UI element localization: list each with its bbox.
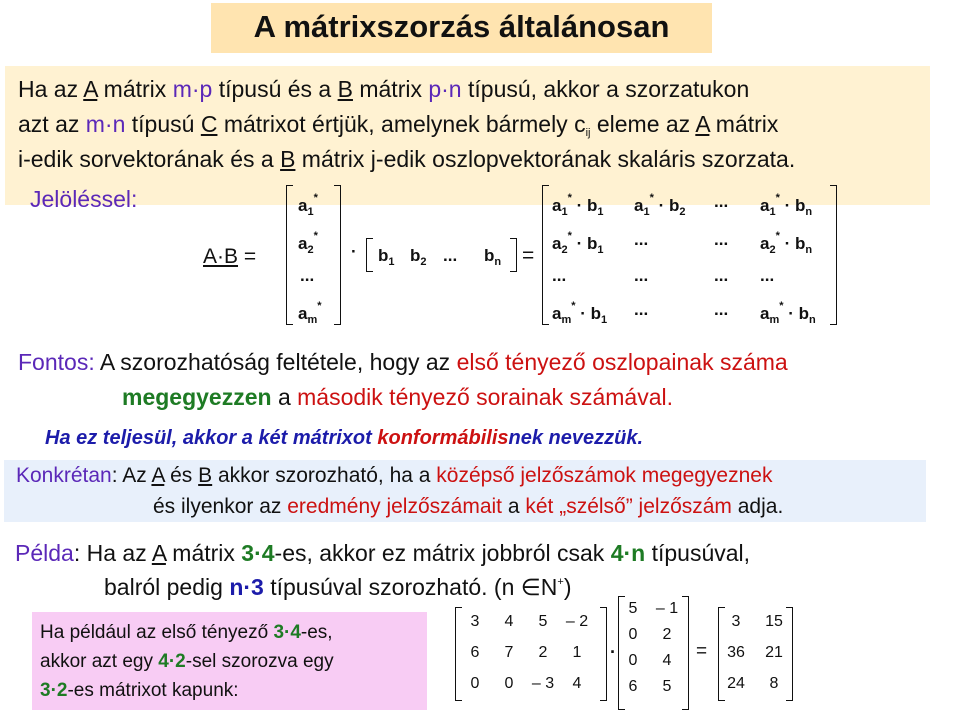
- matrix-b-cell-1-1: 5: [628, 600, 638, 617]
- result-cell-4-4: $a_m^* \cdot b_n$: [760, 300, 816, 326]
- title-box: [211, 3, 712, 53]
- matrix-c-cell-1-1: 3: [731, 613, 741, 630]
- result-cell-1-4: $a_1^* \cdot b_n$: [760, 192, 813, 218]
- example-line-2: akkor azt egy 4·2-sel szorozva egy: [40, 651, 334, 672]
- result-cell-1-3: ...: [714, 192, 729, 211]
- konkretan-line-1: Konkrétan: Az A és B akkor szorozható, ha a középső jelzőszámok megegyeznek: [16, 464, 773, 487]
- result-cell-2-1: $a_2^* \cdot b_1$: [552, 230, 604, 256]
- row-entry-3: ...: [443, 246, 458, 265]
- row-entry-2: $b_2$: [410, 246, 427, 268]
- result-cell-3-3: ...: [714, 266, 729, 285]
- konkretan-line-2: és ilyenkor az eredmény jelzőszámait a két „szélső” jelzőszám adja.: [153, 495, 784, 518]
- definition-line-1: Ha az A mátrix m·p típusú és a B mátrix p·n típusú, akkor a szorzatukon: [18, 76, 750, 102]
- result-cell-2-2: ...: [634, 230, 649, 249]
- result-cell-2-4: $a_2^* \cdot b_n$: [760, 230, 813, 256]
- result-cell-3-2: ...: [634, 266, 649, 285]
- matrix-a-cell-2-1: 6: [470, 644, 480, 661]
- matrix-a-cell-1-3: 5: [538, 613, 548, 630]
- col-entry-3: ...: [300, 266, 315, 285]
- matrix-a-cell-2-3: 2: [538, 644, 548, 661]
- matrix-c-cell-3-2: 8: [769, 675, 779, 692]
- example-line-1: Ha például az első tényező 3·4-es,: [40, 622, 333, 643]
- example-line-3: 3·2-es mátrixot kapunk:: [40, 680, 239, 701]
- result-cell-2-3: ...: [714, 230, 729, 249]
- matrix-dot: ·: [610, 642, 616, 662]
- matrix-b-cell-3-2: 4: [662, 652, 672, 669]
- col-entry-2: $a_2^*$: [298, 230, 318, 256]
- matrix-b-cell-2-1: 0: [628, 626, 638, 643]
- row-entry-1: $b_1$: [378, 246, 395, 268]
- ab-expression: A·B =: [203, 245, 257, 268]
- result-cell-3-1: ...: [552, 266, 567, 285]
- matrix-a-cell-2-4: 1: [572, 644, 582, 661]
- matrix-c-cell-2-2: 21: [765, 644, 783, 661]
- matrix-equals: =: [696, 641, 708, 662]
- equals-sign: =: [522, 244, 535, 267]
- matrix-a-cell-2-2: 7: [504, 644, 514, 661]
- conformable-statement: Ha ez teljesül, akkor a két mátrixot konformábilisnek nevezzük.: [45, 427, 644, 449]
- matrix-a-cell-1-2: 4: [504, 613, 514, 630]
- dot-operator: ·: [351, 242, 357, 261]
- fontos-line-2: megegyezzen a második tényező sorainak számával.: [122, 384, 673, 410]
- result-cell-1-1: $a_1^* \cdot b_1$: [552, 192, 604, 218]
- page-title: A mátrixszorzás általánosan: [253, 9, 670, 44]
- matrix-c-cell-2-1: 36: [727, 644, 745, 661]
- matrix-b-cell-1-2: – 1: [655, 600, 679, 617]
- matrix-a-cell-1-4: – 2: [565, 613, 589, 630]
- matrix-b-cell-4-2: 5: [662, 678, 672, 695]
- matA-bracket-right: [600, 607, 607, 701]
- matrix-b-cell-4-1: 6: [628, 678, 638, 695]
- matrix-a-cell-3-2: 0: [504, 675, 514, 692]
- matrix-a-cell-1-1: 3: [470, 613, 480, 630]
- result-cell-4-3: ...: [714, 300, 729, 319]
- matrix-b-cell-2-2: 2: [662, 626, 672, 643]
- matrix-a-cell-3-3: – 3: [531, 675, 555, 692]
- row-bracket-right: [510, 238, 517, 272]
- row-entry-4: $b_n$: [484, 246, 502, 268]
- definition-line-3: i-edik sorvektorának és a B mátrix j-edik oszlopvektorának skaláris szorzata.: [18, 146, 796, 172]
- col-bracket-right: [334, 185, 341, 325]
- matrix-c-cell-3-1: 24: [727, 675, 745, 692]
- result-bracket-right: [830, 185, 837, 325]
- result-bracket-left: [542, 185, 549, 325]
- col-bracket-left: [286, 185, 293, 325]
- pelda-line-2: balról pedig n·3 típusúval szorozható. (n ∈N+): [104, 574, 572, 600]
- pelda-line-1: Példa: Ha az A mátrix 3·4-es, akkor ez mátrix jobbról csak 4·n típusúval,: [15, 540, 751, 566]
- definition-line-2: azt az m·n típusú C mátrixot értjük, amelynek bármely $c_{ij}$ eleme az A mátrix: [18, 111, 779, 139]
- matrix-b-cell-3-1: 0: [628, 652, 638, 669]
- matrix-a-cell-3-4: 4: [572, 675, 582, 692]
- result-cell-3-4: ...: [760, 266, 775, 285]
- fontos-line-1: Fontos: A szorozhatóság feltétele, hogy az első tényező oszlopainak száma: [18, 349, 788, 375]
- matrix-c-cell-1-2: 15: [765, 613, 783, 630]
- col-entry-1: $a_1^*$: [298, 192, 318, 218]
- result-cell-4-2: ...: [634, 300, 649, 319]
- row-bracket-left: [366, 238, 373, 272]
- col-entry-4: $a_m^*$: [298, 300, 322, 326]
- notation-label: Jelöléssel:: [30, 186, 138, 212]
- result-cell-1-2: $a_1^* \cdot b_2$: [634, 192, 686, 218]
- matrix-a-cell-3-1: 0: [470, 675, 480, 692]
- result-cell-4-1: $a_m^* \cdot b_1$: [552, 300, 608, 326]
